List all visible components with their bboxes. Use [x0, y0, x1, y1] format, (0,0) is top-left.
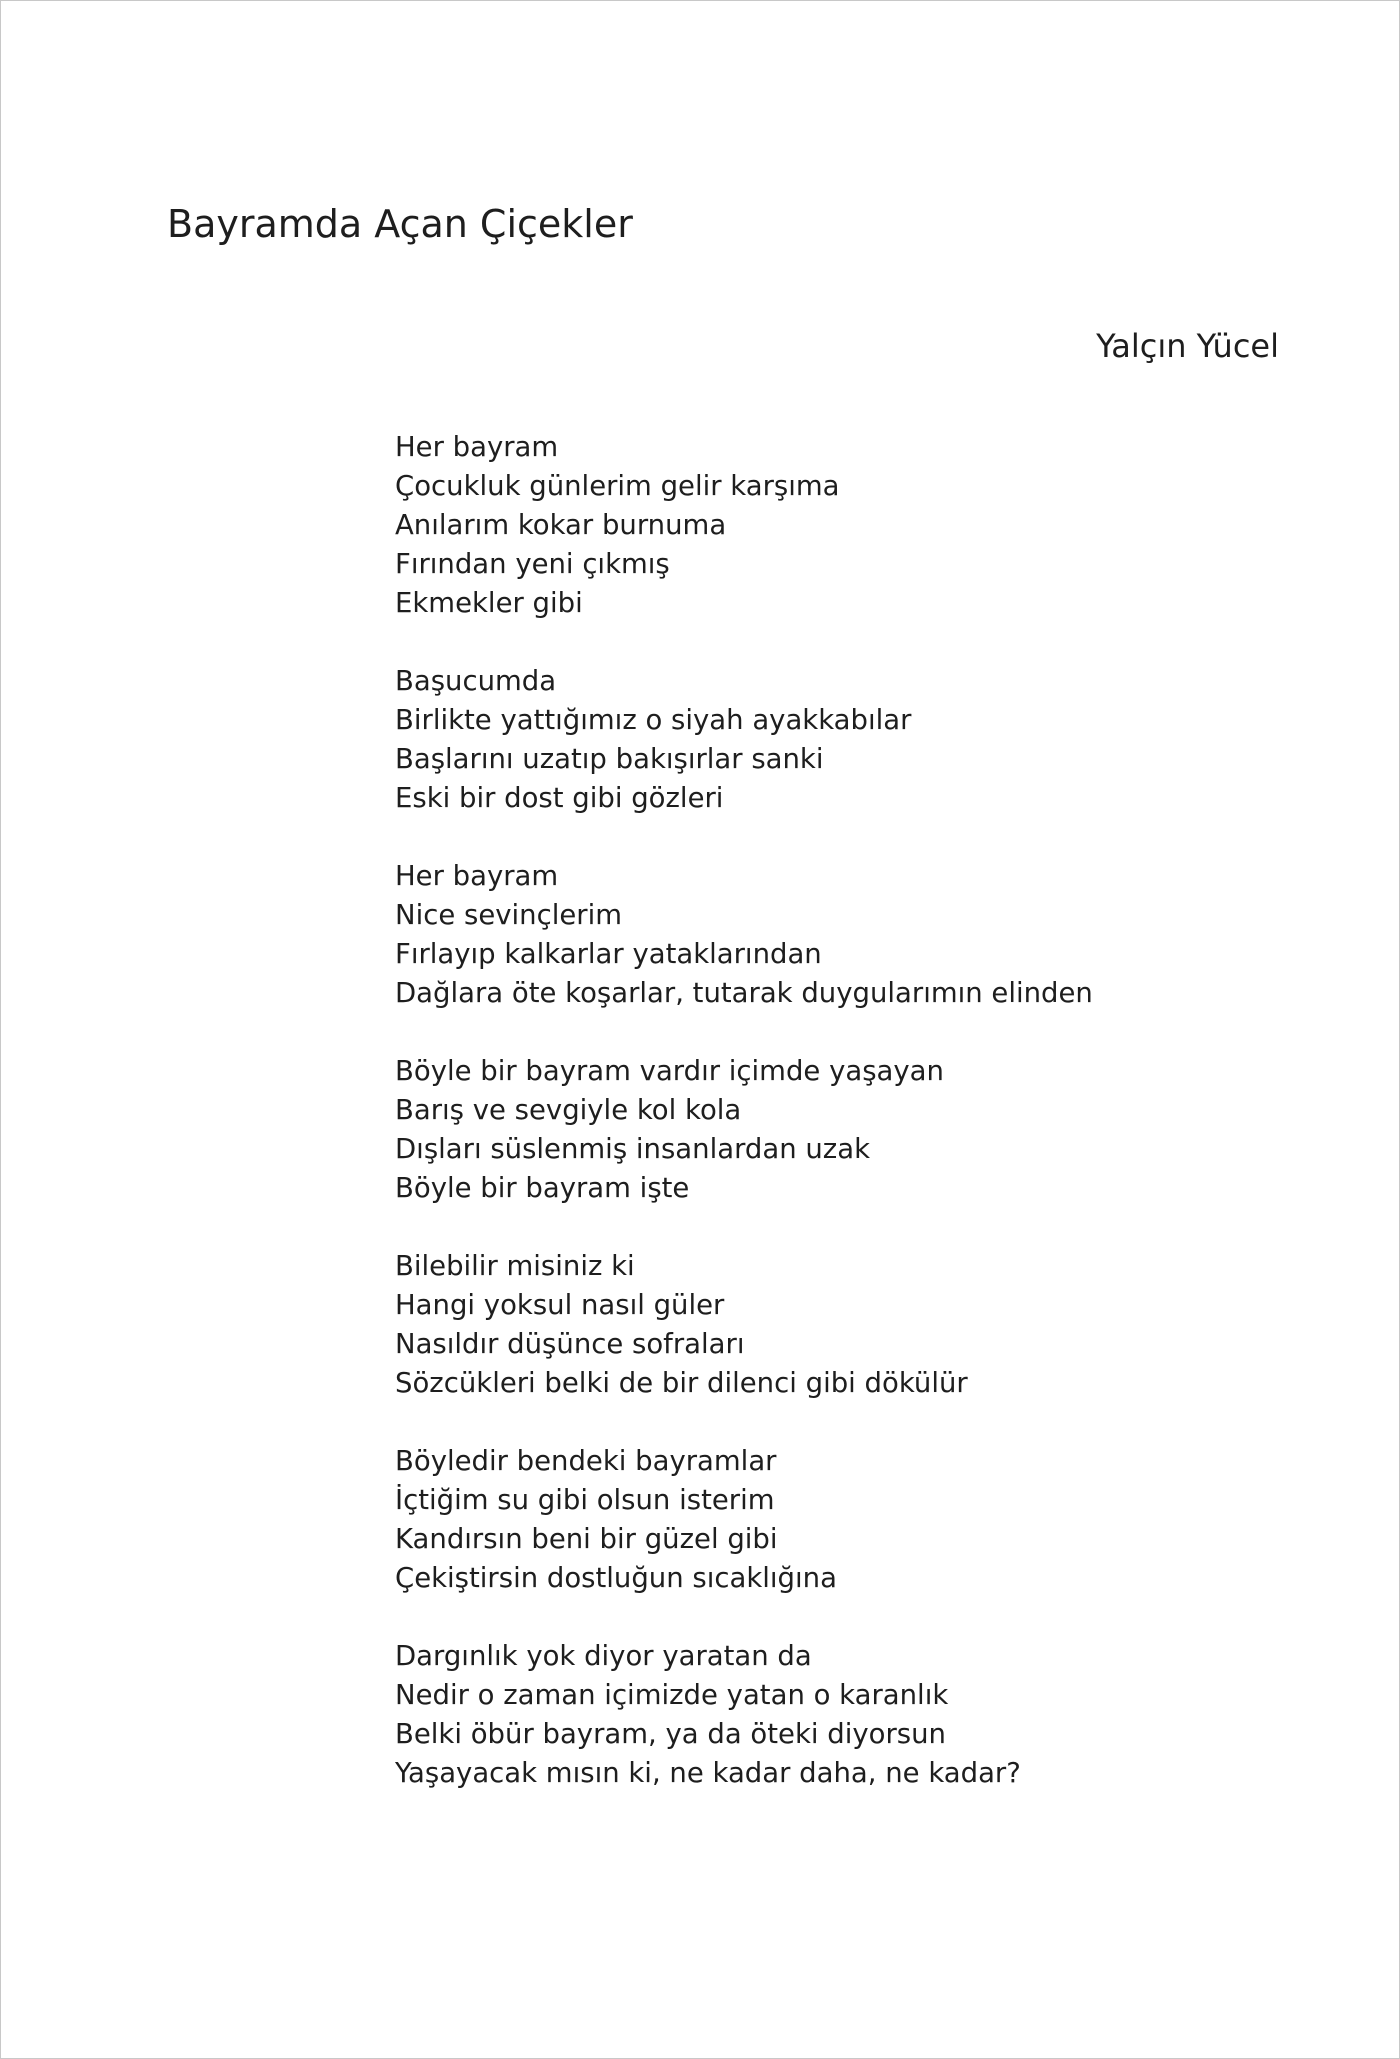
- poem-line: Dağlara öte koşarlar, tutarak duygularımın elinden: [395, 977, 1093, 1009]
- poem-line: Hangi yoksul nasıl güler: [395, 1289, 725, 1321]
- poem-stanza: [395, 1247, 1295, 1403]
- poem-stanza: [395, 662, 1295, 818]
- poem-line: Belki öbür bayram, ya da öteki diyorsun: [395, 1718, 946, 1750]
- poem-line: Sözcükleri belki de bir dilenci gibi dökülür: [395, 1367, 968, 1399]
- poem-line: Nice sevinçlerim: [395, 899, 622, 931]
- poem-line: Nasıldır düşünce sofraları: [395, 1328, 745, 1360]
- poem-author: Yalçın Yücel: [1096, 327, 1279, 365]
- poem-line: Birlikte yattığımız o siyah ayakkabılar: [395, 704, 912, 736]
- poem-stanza: [395, 857, 1295, 1013]
- poem-line: Yaşayacak mısın ki, ne kadar daha, ne kadar?: [395, 1757, 1021, 1789]
- poem-line: Başucumda: [395, 665, 557, 697]
- poem-line: Bilebilir misiniz ki: [395, 1250, 635, 1282]
- poem-line: İçtiğim su gibi olsun isterim: [395, 1484, 775, 1516]
- poem-line: Böyle bir bayram işte: [395, 1172, 690, 1204]
- poem-line: Barış ve sevgiyle kol kola: [395, 1094, 742, 1126]
- poem-line: Eski bir dost gibi gözleri: [395, 782, 724, 814]
- poem-body: [395, 428, 1295, 1832]
- poem-line: Nedir o zaman içimizde yatan o karanlık: [395, 1679, 949, 1711]
- poem-stanza: [395, 1442, 1295, 1598]
- poem-line: Fırından yeni çıkmış: [395, 548, 670, 580]
- poem-line: Çocukluk günlerim gelir karşıma: [395, 470, 840, 502]
- poem-title: Bayramda Açan Çiçekler: [167, 202, 633, 246]
- poem-line: Her bayram: [395, 860, 559, 892]
- poem-stanza: [395, 1052, 1295, 1208]
- poem-stanza: [395, 428, 1295, 623]
- poem-line: Böyledir bendeki bayramlar: [395, 1445, 777, 1477]
- poem-line: Başlarını uzatıp bakışırlar sanki: [395, 743, 824, 775]
- poem-line: Dışları süslenmiş insanlardan uzak: [395, 1133, 871, 1165]
- poem-line: Anılarım kokar burnuma: [395, 509, 727, 541]
- poem-line: Böyle bir bayram vardır içimde yaşayan: [395, 1055, 944, 1087]
- poem-line: Her bayram: [395, 431, 559, 463]
- poem-line: Ekmekler gibi: [395, 587, 583, 619]
- poem-line: Dargınlık yok diyor yaratan da: [395, 1640, 812, 1672]
- poem-line: Kandırsın beni bir güzel gibi: [395, 1523, 778, 1555]
- poem-line: Çekiştirsin dostluğun sıcaklığına: [395, 1562, 837, 1594]
- poem-line: Fırlayıp kalkarlar yataklarından: [395, 938, 822, 970]
- poem-stanza: [395, 1637, 1295, 1793]
